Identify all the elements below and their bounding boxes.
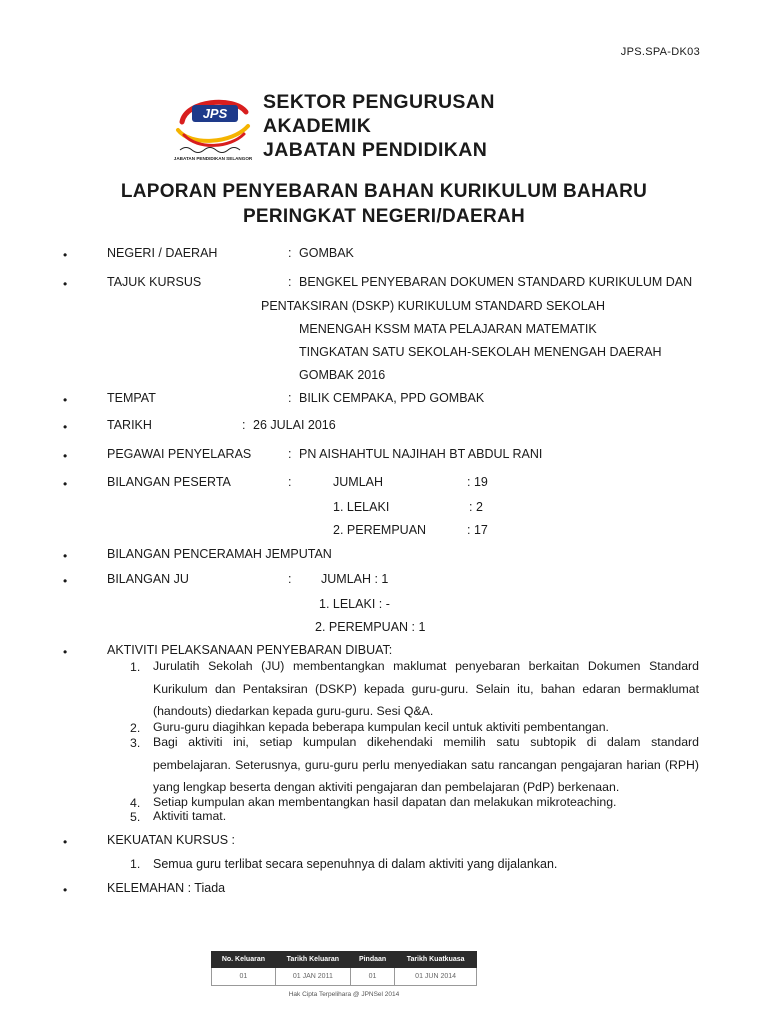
penceramah-label: BILANGAN PENCERAMAH JEMPUTAN — [107, 547, 332, 561]
table-header-cell: Tarikh Keluaran — [275, 952, 350, 968]
table-row — [212, 968, 477, 986]
peserta-perempuan-label: 2. PEREMPUAN — [333, 523, 427, 537]
bullet-icon: • — [63, 393, 68, 407]
logo-caption: JABATAN PENDIDIKAN SELANGOR — [173, 156, 253, 161]
bullet-icon: • — [63, 883, 68, 897]
bullet-icon: • — [63, 420, 68, 434]
ju-lelaki: 1. LELAKI : - — [319, 597, 390, 611]
tarikh-colon: : — [242, 418, 246, 432]
bullet-icon: • — [63, 277, 68, 291]
ju-perempuan: 2. PEREMPUAN : 1 — [315, 620, 426, 634]
tempat-colon: : — [288, 391, 292, 405]
kekuatan-label: KEKUATAN KURSUS : — [107, 833, 236, 847]
bullet-icon: • — [63, 835, 68, 849]
peserta-lelaki-label: 1. LELAKI — [333, 500, 390, 514]
aktiviti-number-1: 1. — [130, 660, 141, 674]
peserta-jumlah-label: JUMLAH — [333, 475, 384, 489]
tarikh-label: TARIKH — [107, 418, 152, 432]
document-code: JPS.SPA-DK03 — [620, 46, 700, 58]
jps-logo — [172, 92, 254, 162]
report-title-line-1: LAPORAN PENYEBARAN BAHAN KURIKULUM BAHARU — [120, 181, 648, 202]
pegawai-label: PEGAWAI PENYELARAS — [107, 447, 252, 461]
table-cell: 01 JAN 2011 — [275, 968, 350, 986]
table-header-cell: No. Keluaran — [212, 952, 276, 968]
kekuatan-item-1: Semua guru terlibat secara sepenuhnya di dalam aktiviti yang dijalankan. — [153, 857, 558, 871]
tajuk-value-line-1: BENGKEL PENYEBARAN DOKUMEN STANDARD KURIKULUM DAN — [299, 275, 693, 289]
tajuk-value-line-2: PENTAKSIRAN (DSKP) KURIKULUM STANDARD SEKOLAH — [261, 299, 606, 313]
tempat-label: TEMPAT — [107, 391, 156, 405]
tajuk-label: TAJUK KURSUS — [107, 275, 202, 289]
logo-text: JPS — [202, 106, 228, 121]
document-control-table — [211, 951, 477, 1002]
bullet-icon: • — [63, 645, 68, 659]
copyright-text: Hak Cipta Terpelihara @ JPNSel 2014 — [288, 990, 400, 998]
kekuatan-number-1: 1. — [130, 857, 141, 871]
peserta-colon: : — [288, 475, 292, 489]
peserta-jumlah-value: : 19 — [467, 475, 488, 489]
table-header-cell: Tarikh Kuatkuasa — [395, 952, 477, 968]
tarikh-value: 26 JULAI 2016 — [253, 418, 336, 432]
ju-label: BILANGAN JU — [107, 572, 189, 586]
report-title-line-2: PERINGKAT NEGERI/DAERAH — [242, 206, 526, 227]
sector-line-1: SEKTOR PENGURUSAN — [263, 91, 495, 113]
table-cell: 01 — [212, 968, 276, 986]
bullet-icon: • — [63, 248, 68, 262]
bullet-icon: • — [63, 549, 68, 563]
table-cell: 01 JUN 2014 — [395, 968, 477, 986]
aktiviti-number-2: 2. — [130, 721, 141, 735]
ju-jumlah: JUMLAH : 1 — [321, 572, 389, 586]
aktiviti-item-1: Jurulatih Sekolah (JU) membentangkan maklumat penyebaran berkaitan Dokumen Standard Kurikulum dan Pentaksiran (DSKP) kepada guru-guru. Selain itu, bahan edaran bermaklumat (handouts) diedarkan kepada guru-guru. Sesi Q&A. — [153, 659, 699, 718]
sector-heading — [263, 90, 495, 162]
pegawai-colon: : — [288, 447, 292, 461]
aktiviti-number-3: 3. — [130, 736, 141, 750]
bullet-icon: • — [63, 477, 68, 491]
peserta-label: BILANGAN PESERTA — [107, 475, 231, 489]
aktiviti-item-3: Bagi aktiviti ini, setiap kumpulan dikehendaki memilih satu subtopik di dalam standard pembelajaran. Seterusnya, guru-guru perlu menyediakan satu rancangan pengajaran harian (RPH) yang lengkap beserta dengan aktiviti pengajaran dan pembelajaran (PdP) berkenaan. — [153, 735, 699, 794]
kelemahan-label: KELEMAHAN : Tiada — [107, 881, 226, 895]
table-cell: 01 — [350, 968, 394, 986]
aktiviti-label: AKTIVITI PELAKSANAAN PENYEBARAN DIBUAT: — [107, 643, 393, 657]
negeri-label: NEGERI / DAERAH — [107, 246, 218, 260]
tajuk-value-line-3: MENENGAH KSSM MATA PELAJARAN MATEMATIK — [299, 322, 597, 336]
pegawai-value: PN AISHAHTUL NAJIHAH BT ABDUL RANI — [299, 447, 543, 461]
jps-logo-icon — [172, 92, 254, 162]
bullet-icon: • — [63, 449, 68, 463]
peserta-perempuan-value: : 17 — [467, 523, 488, 537]
tajuk-value-line-4: TINGKATAN SATU SEKOLAH-SEKOLAH MENENGAH DAERAH — [299, 345, 662, 359]
aktiviti-number-4: 4. — [130, 796, 141, 810]
table-header-row — [212, 952, 477, 968]
aktiviti-number-5: 5. — [130, 810, 141, 824]
peserta-lelaki-value: : 2 — [469, 500, 483, 514]
tajuk-value-line-5: GOMBAK 2016 — [299, 368, 386, 382]
aktiviti-item-2: Guru-guru diagihkan kepada beberapa kumpulan kecil untuk aktiviti pembentangan. — [153, 720, 609, 734]
sector-line-2: AKADEMIK — [263, 115, 372, 137]
ju-colon: : — [288, 572, 292, 586]
negeri-colon: : — [288, 246, 292, 260]
negeri-value: GOMBAK — [299, 246, 354, 260]
bullet-icon: • — [63, 574, 68, 588]
sector-line-3: JABATAN PENDIDIKAN — [263, 139, 488, 161]
tajuk-colon: : — [288, 275, 292, 289]
aktiviti-item-5: Aktiviti tamat. — [153, 809, 227, 823]
aktiviti-item-4: Setiap kumpulan akan membentangkan hasil dapatan dan melakukan mikroteaching. — [153, 795, 617, 809]
table-header-cell: Pindaan — [350, 952, 394, 968]
copyright-row — [212, 986, 477, 1003]
tempat-value: BILIK CEMPAKA, PPD GOMBAK — [299, 391, 485, 405]
